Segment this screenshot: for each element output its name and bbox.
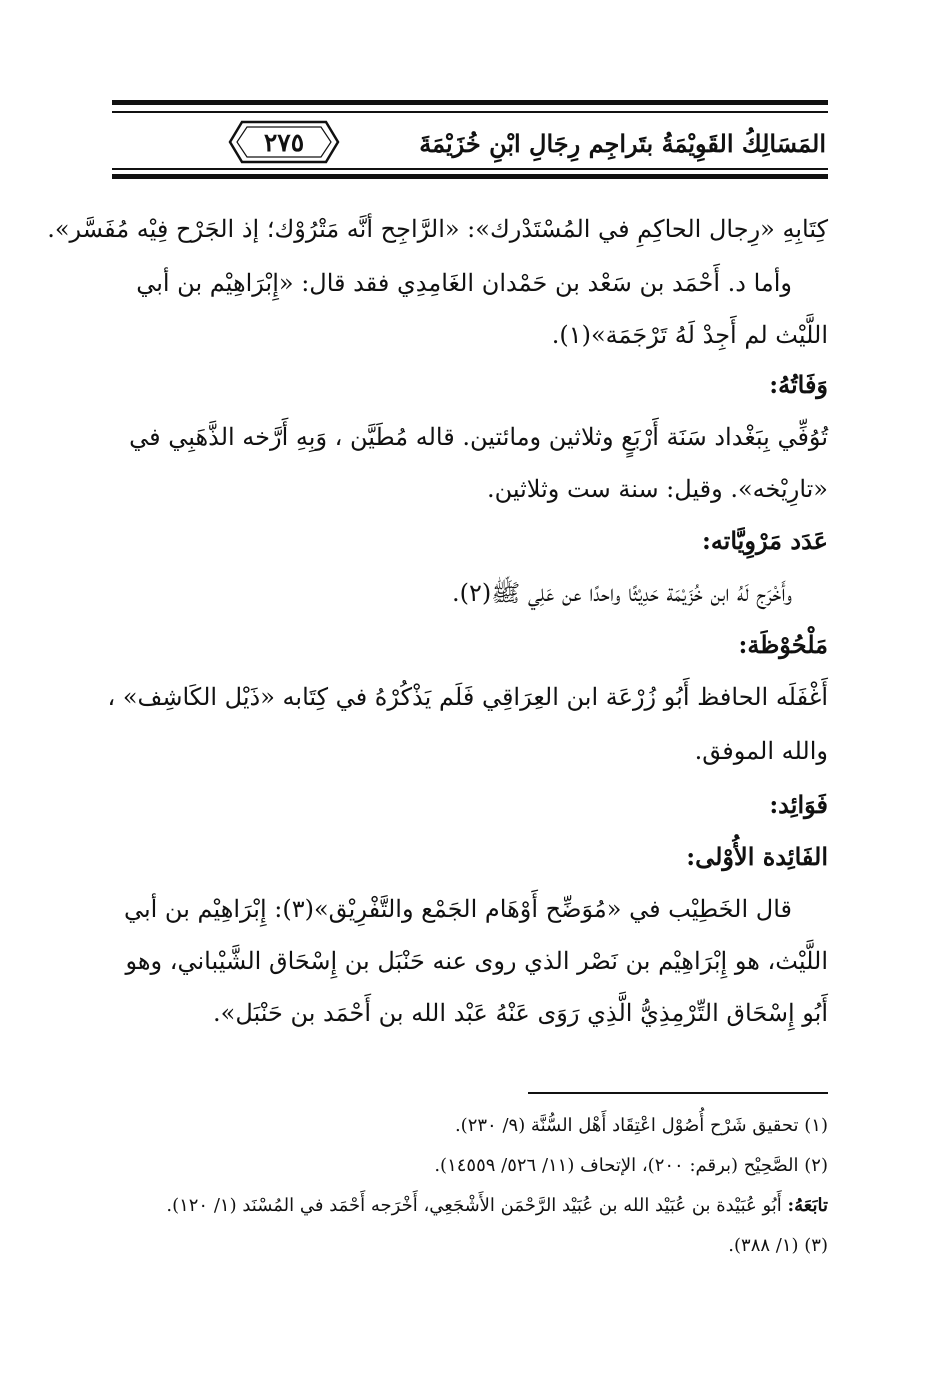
text-line: والله الموفق.	[694, 737, 828, 765]
main-text	[47, 188, 828, 1048]
footnote-separator	[528, 1092, 828, 1094]
footnote-label: تابَعَهُ:	[787, 1195, 828, 1216]
footnote-2-continuation	[112, 1192, 828, 1220]
footnote-1: (١) تحقيق شَرْح أُصُوْل اعْتِقَاد أَهْل السُّنَّة (٩/ ٢٣٠).	[454, 1115, 828, 1136]
text-line: اللَّيْث، هو إِبْرَاهِيْم بن نَصْر الذي روى عنه حَنْبَل بن إِسْحَاق الشَّيْباني، وهو	[125, 947, 828, 975]
header-rule-thick-top	[112, 100, 828, 105]
header-rule-thin-top	[112, 111, 828, 113]
section-heading: مَلْحُوْظَة:	[738, 630, 828, 659]
section-heading: عَدَد مَرْوِيَّاته:	[701, 526, 828, 555]
subsection-heading: الفَائِدة الأُوْلى:	[686, 842, 828, 871]
header-rule-thin-bottom	[112, 168, 828, 170]
page-number: ٢٧٥	[263, 127, 305, 157]
section-heading: وَفَاتُهُ:	[769, 370, 828, 399]
text-line: تُوُفِّي بِبَغْداد سَنَة أَرْبَعٍ وثلاثين ومائتين. قاله مُطَيَّن ، وَبِهِ أَرَّخه الذَّهَبِي في	[129, 423, 828, 451]
text-line: أَغْفَلَه الحافظ أَبُو زُرْعَة ابن العِرَاقِي فَلَم يَذْكُرْهُ في كِتَابه «ذَيْل الكَاشِف» ،	[107, 683, 828, 711]
text-line: قال الخَطِيْب في «مُوَضِّح أَوْهَام الجَمْع والتَّفْرِيْق»(٣): إِبْرَاهِيْم بن أبي	[123, 895, 792, 923]
text-line: «تارِيْخه». وقيل: سنة ست وثلاثين.	[486, 475, 828, 503]
section-heading: فَوَائِد:	[769, 790, 828, 819]
footnote-2: (٢) الصَّحِيْح (برقم: ٢٠٠)، الإتحاف (١١/ ٥٢٦/ ١٤٥٥٩).	[434, 1155, 828, 1176]
text-line: كِتَابِهِ «رِجال الحاكِمِ في المُسْتَدْرك»: «الرَّاجِح أنَّه مَتْرُوْك؛ إذ الجَرْح فِيْه مُفَسَّر».	[47, 215, 828, 243]
text-line: أَبُو إِسْحَاق التِّرْمِذِيُّ الَّذِي رَوَى عَنْهُ عَبْد الله بن أَحْمَد بن حَنْبَل».	[213, 999, 828, 1027]
text-line: اللَّيْث لم أَجِدْ لَهُ تَرْجَمَة»(١).	[551, 321, 828, 349]
text-line: وأما د. أَحْمَد بن سَعْد بن حَمْدان الغَامِدِي فقد قال: «إِبْرَاهِيْم بن أبي	[136, 269, 792, 297]
running-title: المَسَالِكُ القَوِيْمَةُ بتَراجِم رِجَالِ ابْنِ خُزَيْمَةَ	[419, 129, 826, 158]
footnote-text: أَبُو عُبَيْدة بن عُبَيْد الله بن عُبَيْد الرَّحْمَن الأَشْجَعِي، أَخْرَجه أَحْمَد في المُسْنَد (١/ ١٢٠).	[166, 1195, 782, 1216]
footnote-3: (٣) (١/ ٣٨٨).	[728, 1235, 828, 1256]
header-rule-thick-bottom	[112, 174, 828, 179]
text-line: وأَخْرَج لَهُ ابن خُزَيْمَة حَدِيْثًا واحدًا عن عَلِي ﷺ(٢).	[452, 579, 792, 607]
